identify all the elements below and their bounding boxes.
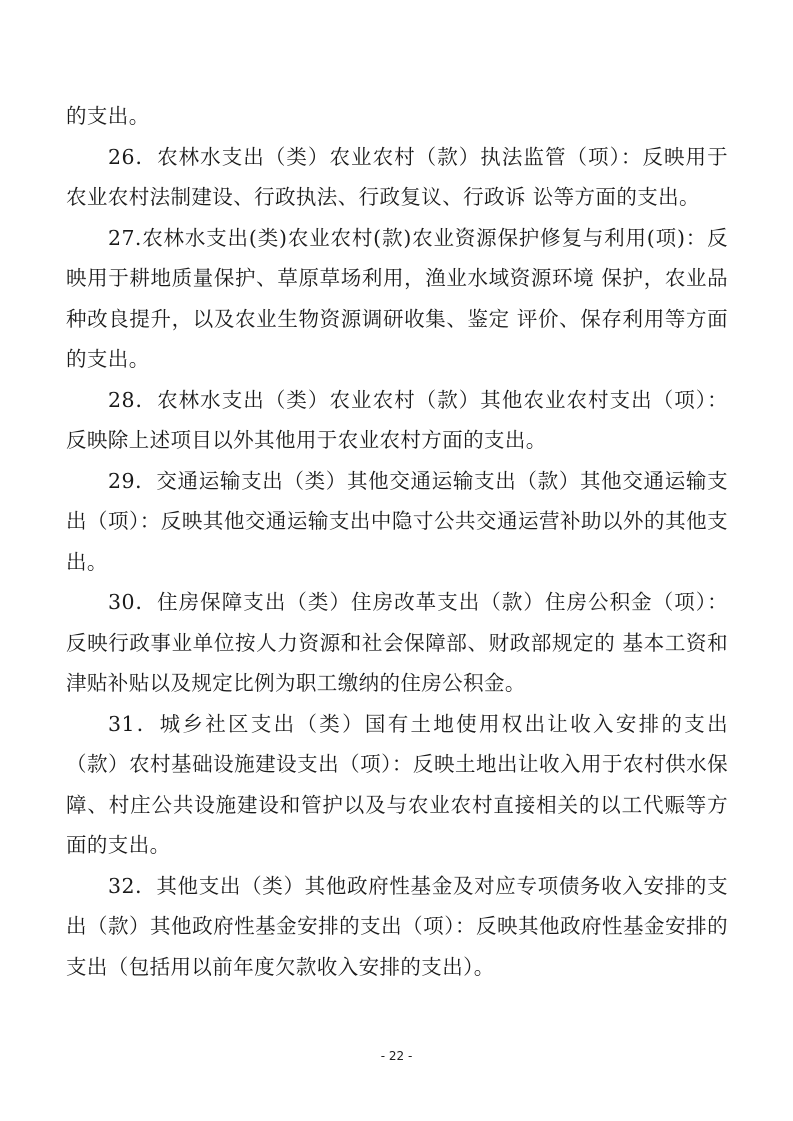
paragraph-item-26: 26．农林水支出（类）农业农村（款）执法监管（项）：反映用于农业农村法制建设、行政执法、行政复议、行政诉 讼等方面的支出。 <box>66 144 728 209</box>
paragraph-item-32: 32．其他支出（类）其他政府性基金及对应专项债务收入安排的支出（款）其他政府性基金安排的支出（项）：反映其他政府性基金安排的支出（包括用以前年度欠款收入安排的支出）。 <box>66 873 728 979</box>
document-body <box>66 96 728 987</box>
paragraph-item-30: 30．住房保障支出（类）住房改革支出（款）住房公积金（项）：反映行政事业单位按人力资源和社会保障部、财政部规定的 基本工资和津贴补贴以及规定比例为职工缴纳的住房公积金。 <box>66 590 728 695</box>
paragraph-item-27: 27.农林水支出(类)农业农村(款)农业资源保护修复与利用(项)：反映用于耕地质量保护、草原草场利用，渔业水域资源环境 保护，农业品种改良提升，以及农业生物资源调研收集、鉴定 评价、保存利用等方面的支出。 <box>66 225 728 371</box>
paragraph-item-29: 29．交通运输支出（类）其他交通运输支出（款）其他交通运输支出（项）：反映其他交通运输支出中隐寸公共交通运营补助以外的其他支出。 <box>66 468 728 574</box>
paragraph-item-31: 31．城乡社区支出（类）国有土地使用权出让收入安排的支出（款）农村基础设施建设支出（项）：反映土地出让收入用于农村供水保障、村庄公共设施建设和管护以及与农业农村直接相关的以工代赈等方面的支出。 <box>66 711 728 857</box>
paragraph-continuation: 的支出。 <box>66 104 150 128</box>
page-number: - 22 - <box>380 1049 413 1063</box>
paragraph-item-28: 28．农林水支出（类）农业农村（款）其他农业农村支出（项）：反映除上述项目以外其他用于农业农村方面的支出。 <box>66 387 728 452</box>
